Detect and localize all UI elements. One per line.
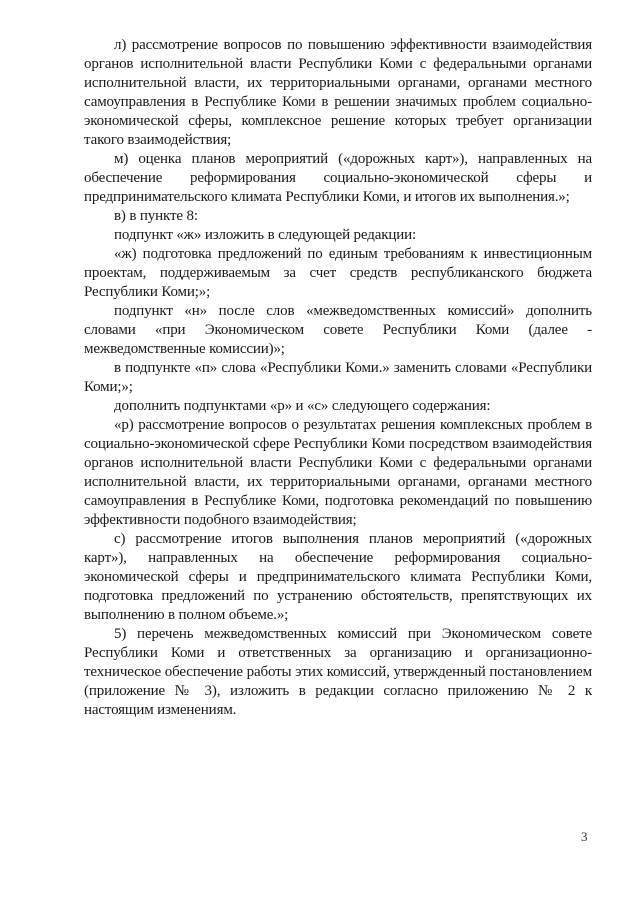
- paragraph-5: 5) перечень межведомственных комиссий при Экономическом совете Республики Коми и ответственных за организацию и организационно-техническое обеспечение работы этих комиссий, утвержденный постановлением (приложение № 3), изложить в редакции согласно приложению № 2 к настоящим изменениям.: [84, 626, 592, 718]
- paragraph-v-point-8: в) в пункте 8:: [114, 208, 198, 224]
- paragraph-s: с) рассмотрение итогов выполнения планов мероприятий («дорожных карт»), направленных на обеспечение реформирования социально-экономической сферы и предпринимательского климата Республики Коми, подготовка предложений по устранению обстоятельств, препятствующих их выполнению в полном объеме.»;: [84, 531, 592, 623]
- document-body: [84, 36, 592, 720]
- paragraph-p: в подпункте «п» слова «Республики Коми.» заменить словами «Республики Коми;»;: [84, 360, 592, 395]
- paragraph-n: подпункт «н» после слов «межведомственных комиссий» дополнить словами «при Экономическом совете Республики Коми (далее - межведомственные комиссии)»;: [84, 303, 592, 357]
- paragraph-zh-intro: подпункт «ж» изложить в следующей редакции:: [114, 227, 416, 243]
- paragraph-r: «р) рассмотрение вопросов о результатах решения комплексных проблем в социально-экономической сфере Республики Коми посредством взаимодействия органов исполнительной власти Республики Коми с федеральными органами исполнительной власти, их территориальными органами, органами местного самоуправления в Республике Коми, подготовка рекомендаций по повышению эффективности подобного взаимодействия;: [84, 417, 592, 528]
- paragraph-l: л) рассмотрение вопросов по повышению эффективности взаимодействия органов исполнительной власти Республики Коми с федеральными органами исполнительной власти, их территориальными органами, органами местного самоуправления в Республике Коми в решении значимых проблем социально-экономической сферы, комплексное решение которых требует организации такого взаимодействия;: [84, 37, 592, 148]
- paragraph-zh-text: «ж) подготовка предложений по единым требованиям к инвестиционным проектам, поддерживаемым за счет средств республиканского бюджета Республики Коми;»;: [84, 246, 592, 300]
- paragraph-m: м) оценка планов мероприятий («дорожных карт»), направленных на обеспечение реформирования социально-экономической сферы и предпринимательского климата Республики Коми, и итогов их выполнения.»;: [84, 151, 592, 205]
- paragraph-r-s-intro: дополнить подпунктами «р» и «с» следующего содержания:: [114, 398, 491, 414]
- page-number: 3: [581, 829, 588, 844]
